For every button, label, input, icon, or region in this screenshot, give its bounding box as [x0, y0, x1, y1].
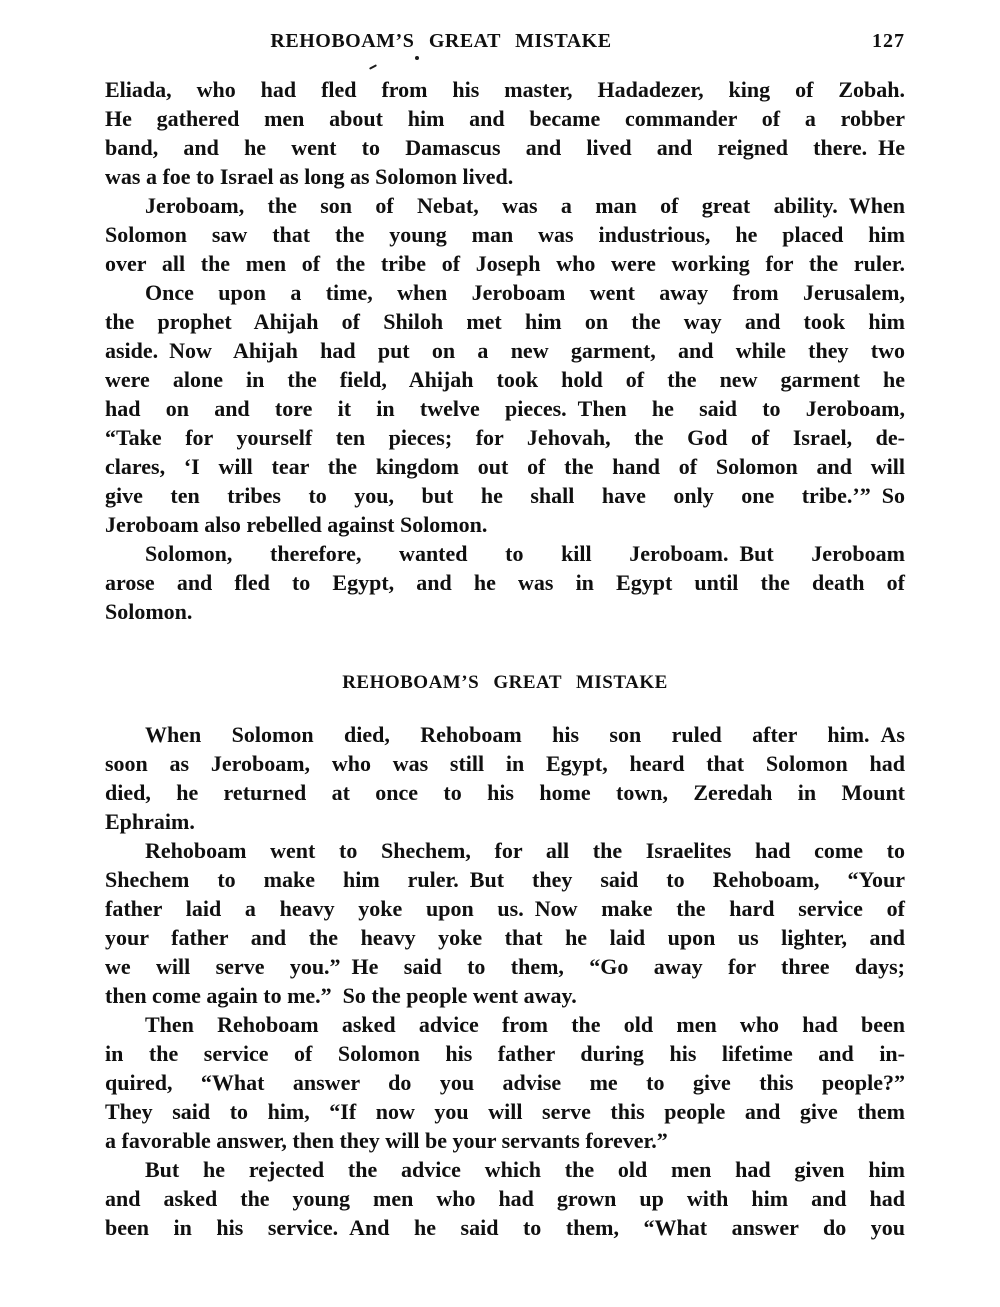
- text-line: band, and he went to Damascus and lived and reigned there. He: [105, 135, 905, 160]
- paragraph: [105, 75, 905, 191]
- paragraph: [105, 836, 905, 1010]
- running-header-title: REHOBOAM’S GREAT MISTAKE: [270, 30, 612, 52]
- text-line: father laid a heavy yoke upon us. Now make the hard service of: [105, 896, 905, 921]
- text-line: aside. Now Ahijah had put on a new garment, and while they two: [105, 338, 905, 363]
- text-line: died, he returned at once to his home town, Zeredah in Mount: [105, 780, 905, 805]
- text-line: in the service of Solomon his father during his lifetime and in-: [105, 1041, 905, 1066]
- text-line: clares, ‘I will tear the kingdom out of the hand of Solomon and will: [105, 454, 905, 479]
- scan-artifact: [369, 64, 377, 70]
- text-line: Eliada, who had fled from his master, Hadadezer, king of Zobah.: [105, 77, 905, 102]
- text-line: “Take for yourself ten pieces; for Jehovah, the God of Israel, de-: [105, 425, 905, 450]
- text-line: Ephraim.: [105, 809, 195, 834]
- text-line: soon as Jeroboam, who was still in Egypt, heard that Solomon had: [105, 751, 905, 776]
- text-line: been in his service. And he said to them, “What answer do you: [105, 1215, 905, 1240]
- text-line: and asked the young men who had grown up with him and had: [105, 1186, 905, 1211]
- running-header: [105, 30, 905, 58]
- paragraph: [105, 539, 905, 626]
- text-line: your father and the heavy yoke that he laid upon us lighter, and: [105, 925, 905, 950]
- text-line: over all the men of the tribe of Joseph who were working for the ruler.: [105, 251, 905, 276]
- text-line: arose and fled to Egypt, and he was in Egypt until the death of: [105, 570, 905, 595]
- page-number: 127: [872, 30, 905, 52]
- text-line: a favorable answer, then they will be your servants forever.”: [105, 1128, 668, 1153]
- text-line: give ten tribes to you, but he shall have only one tribe.’” So: [105, 483, 905, 508]
- text-line: He gathered men about him and became commander of a robber: [105, 106, 905, 131]
- text-line: Solomon saw that the young man was industrious, he placed him: [105, 222, 905, 247]
- text-line: Jeroboam, the son of Nebat, was a man of great ability. When: [145, 193, 905, 218]
- section-heading: REHOBOAM’S GREAT MISTAKE: [342, 672, 668, 693]
- paragraph: [105, 191, 905, 278]
- paragraph: [105, 1010, 905, 1155]
- text-line: had on and tore it in twelve pieces. Then he said to Jeroboam,: [105, 396, 905, 421]
- text-line: Rehoboam went to Shechem, for all the Israelites had come to: [145, 838, 905, 863]
- text-line: the prophet Ahijah of Shiloh met him on the way and took him: [105, 309, 905, 334]
- text-line: When Solomon died, Rehoboam his son ruled after him. As: [145, 722, 905, 747]
- paragraph: [105, 720, 905, 836]
- scan-artifact: [415, 56, 419, 60]
- text-line: then come again to me.” So the people went away.: [105, 983, 577, 1008]
- text-line: But he rejected the advice which the old men had given him: [145, 1157, 905, 1182]
- text-line: were alone in the field, Ahijah took hold of the new garment he: [105, 367, 905, 392]
- text-line: Solomon.: [105, 599, 193, 624]
- paragraph: [105, 1155, 905, 1242]
- text-line: Jeroboam also rebelled against Solomon.: [105, 512, 488, 537]
- text-line: Once upon a time, when Jeroboam went away from Jerusalem,: [145, 280, 905, 305]
- text-line: Shechem to make him ruler. But they said to Rehoboam, “Your: [105, 867, 905, 892]
- text-line: Solomon, therefore, wanted to kill Jeroboam. But Jeroboam: [145, 541, 905, 566]
- paragraph: [105, 278, 905, 539]
- text-line: Then Rehoboam asked advice from the old men who had been: [145, 1012, 905, 1037]
- text-line: They said to him, “If now you will serve this people and give them: [105, 1099, 905, 1124]
- text-line: we will serve you.” He said to them, “Go away for three days;: [105, 954, 905, 979]
- text-block: [105, 75, 905, 1242]
- text-line: quired, “What answer do you advise me to give this people?”: [105, 1070, 905, 1095]
- text-line: was a foe to Israel as long as Solomon lived.: [105, 164, 514, 189]
